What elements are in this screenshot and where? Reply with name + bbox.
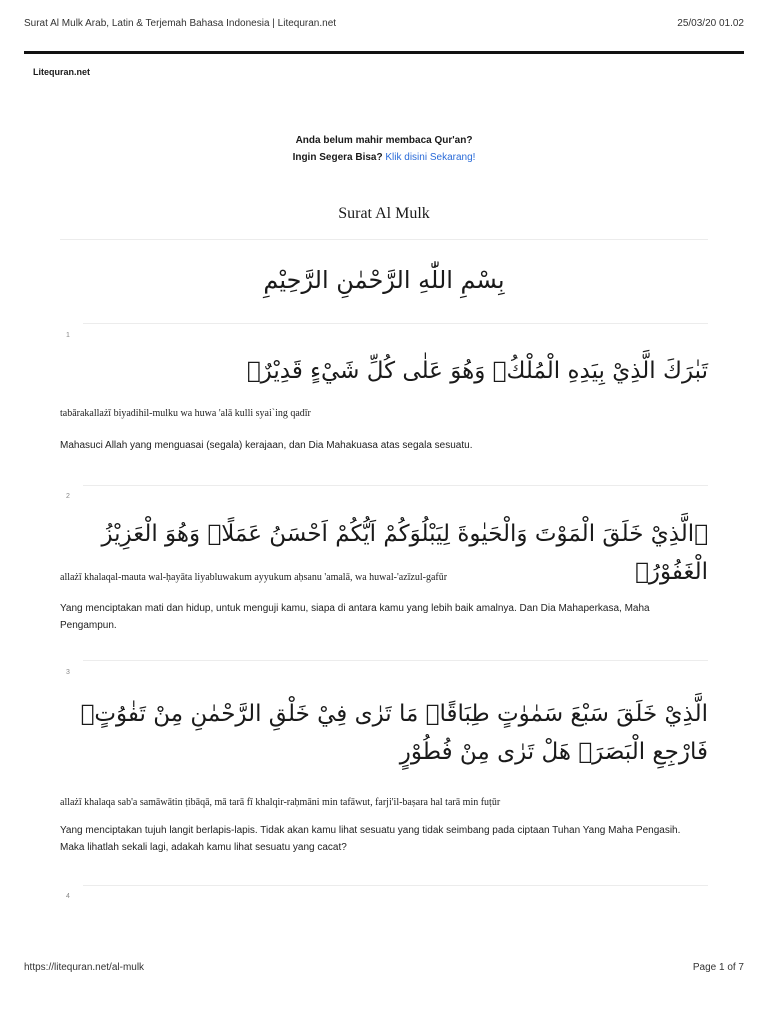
promo-link[interactable]: Klik disini Sekarang! xyxy=(385,152,476,163)
print-header xyxy=(24,18,744,29)
ayah-divider xyxy=(83,485,708,486)
ayah-divider xyxy=(83,660,708,661)
promo-line-2 xyxy=(0,149,768,166)
print-header-datetime: 25/03/20 01.02 xyxy=(677,18,744,29)
ayah-translation: Mahasuci Allah yang menguasai (segala) kerajaan, dan Dia Mahakuasa atas segala sesuatu. xyxy=(60,440,473,451)
page-title: Surat Al Mulk xyxy=(338,205,430,222)
promo-banner xyxy=(0,132,768,166)
promo-line-2-text: Ingin Segera Bisa? xyxy=(292,152,386,163)
ayah-arabic: ۨالَّذِيْ خَلَقَ الْمَوْتَ وَالْحَيٰوةَ لِيَبْلُوَكُمْ اَيُّكُمْ اَحْسَنُ عَمَلًاۗ وَهُوَ الْعَزِيْزُ الْغَفُوْرُۙ xyxy=(101,521,708,585)
print-footer xyxy=(24,962,744,973)
ayah-number: 2 xyxy=(66,493,70,500)
ayah-translation: Yang menciptakan tujuh langit berlapis-lapis. Tidak akan kamu lihat sesuatu yang tidak seimbang pada ciptaan Tuhan Yang Maha Pengasih. Maka lihatlah sekali lagi, adakah kamu lihat sesuatu yang cacat? xyxy=(60,825,681,853)
basmala: بِسْمِ اللّٰهِ الرَّحْمٰنِ الرَّحِيْمِ xyxy=(263,266,505,294)
title-divider xyxy=(60,239,708,240)
ayah-latin: allażī khalaqal-mauta wal-ḥayāta liyabluwakum ayyukum aḥsanu 'amalā, wa huwal-'azīzul-gafūr xyxy=(60,572,448,583)
ayah-translation: Yang menciptakan mati dan hidup, untuk menguji kamu, siapa di antara kamu yang lebih baik amalnya. Dan Dia Mahaperkasa, Maha Pengampun. xyxy=(60,603,650,631)
header-rule xyxy=(24,51,744,54)
print-footer-url: https://litequran.net/al-mulk xyxy=(24,962,145,973)
ayah-number: 4 xyxy=(66,893,70,900)
ayah-latin: allażī khalaqa sab'a samāwātin ṭibāqā, mā tarā fī khalqir-raḥmāni min tafāwut, farji'il-baṣara hal tarā min fuṭūr xyxy=(60,797,501,808)
promo-line-1: Anda belum mahir membaca Qur'an? xyxy=(295,135,473,146)
ayah-arabic: تَبٰرَكَ الَّذِيْ بِيَدِهِ الْمُلْكُۖ وَهُوَ عَلٰى كُلِّ شَيْءٍ قَدِيْرٌۙ xyxy=(246,358,708,384)
ayah-number: 3 xyxy=(66,669,70,676)
print-footer-page: Page 1 of 7 xyxy=(692,962,744,973)
ayah-latin: tabārakallażī biyadihil-mulku wa huwa 'alā kulli syai`ing qadīr xyxy=(60,408,311,419)
ayah-divider xyxy=(83,323,708,324)
ayah-arabic: الَّذِيْ خَلَقَ سَبْعَ سَمٰوٰتٍ طِبَاقًاۗ مَا تَرٰى فِيْ خَلْقِ الرَّحْمٰنِ مِنْ تَفٰوُتٍۗ فَارْجِعِ الْبَصَرَۙ هَلْ تَرٰى مِنْ فُطُوْرٍ xyxy=(80,701,708,765)
ayah-divider xyxy=(83,885,708,886)
print-header-title: Surat Al Mulk Arab, Latin & Terjemah Bahasa Indonesia | Litequran.net xyxy=(24,18,337,29)
site-brand-link[interactable]: Litequran.net xyxy=(33,67,91,77)
ayah-number: 1 xyxy=(66,332,70,339)
